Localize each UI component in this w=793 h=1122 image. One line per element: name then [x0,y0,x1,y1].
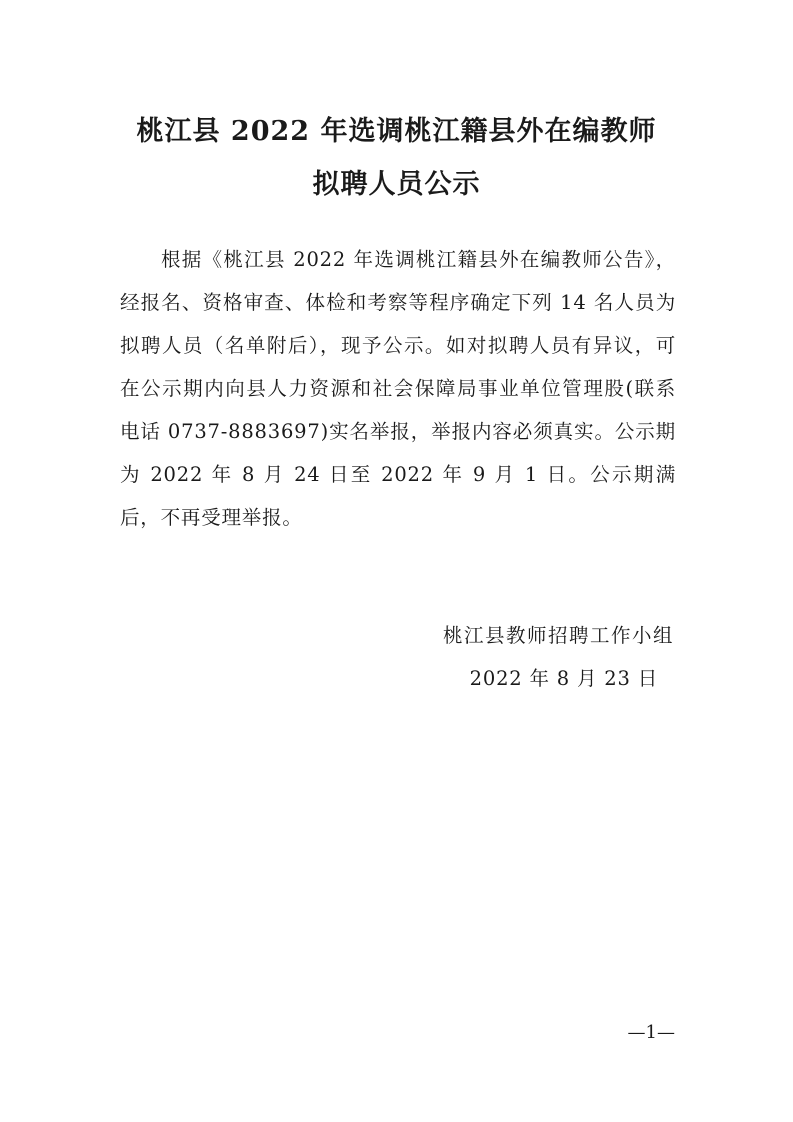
signature-date: 2022 年 8 月 23 日 [469,667,658,690]
document-title-line-2: 拟聘人员公示 [312,169,481,200]
document-title-line-1: 桃江县 2022 年选调桃江籍县外在编教师 [136,116,657,147]
signature-organization: 桃江县教师招聘工作小组 [442,624,674,647]
body-paragraph: 根据《桃江县 2022 年选调桃江籍县外在编教师公告》，经报名、资格审查、体检和考察等程序确定下列 14 名人员为拟聘人员（名单附后），现予公示。如对拟聘人员有异议，可在公示期内向县人力资源和社会保障局事业单位管理股(联系电话 0737-8883697)实名举报，举报内容必须真实。公示期为 2022 年 8 月 24 日至 2022 年 9 月 1 日。公示期满后，不再受理举报。 [120,248,676,529]
page-number: —1— [627,1022,675,1043]
